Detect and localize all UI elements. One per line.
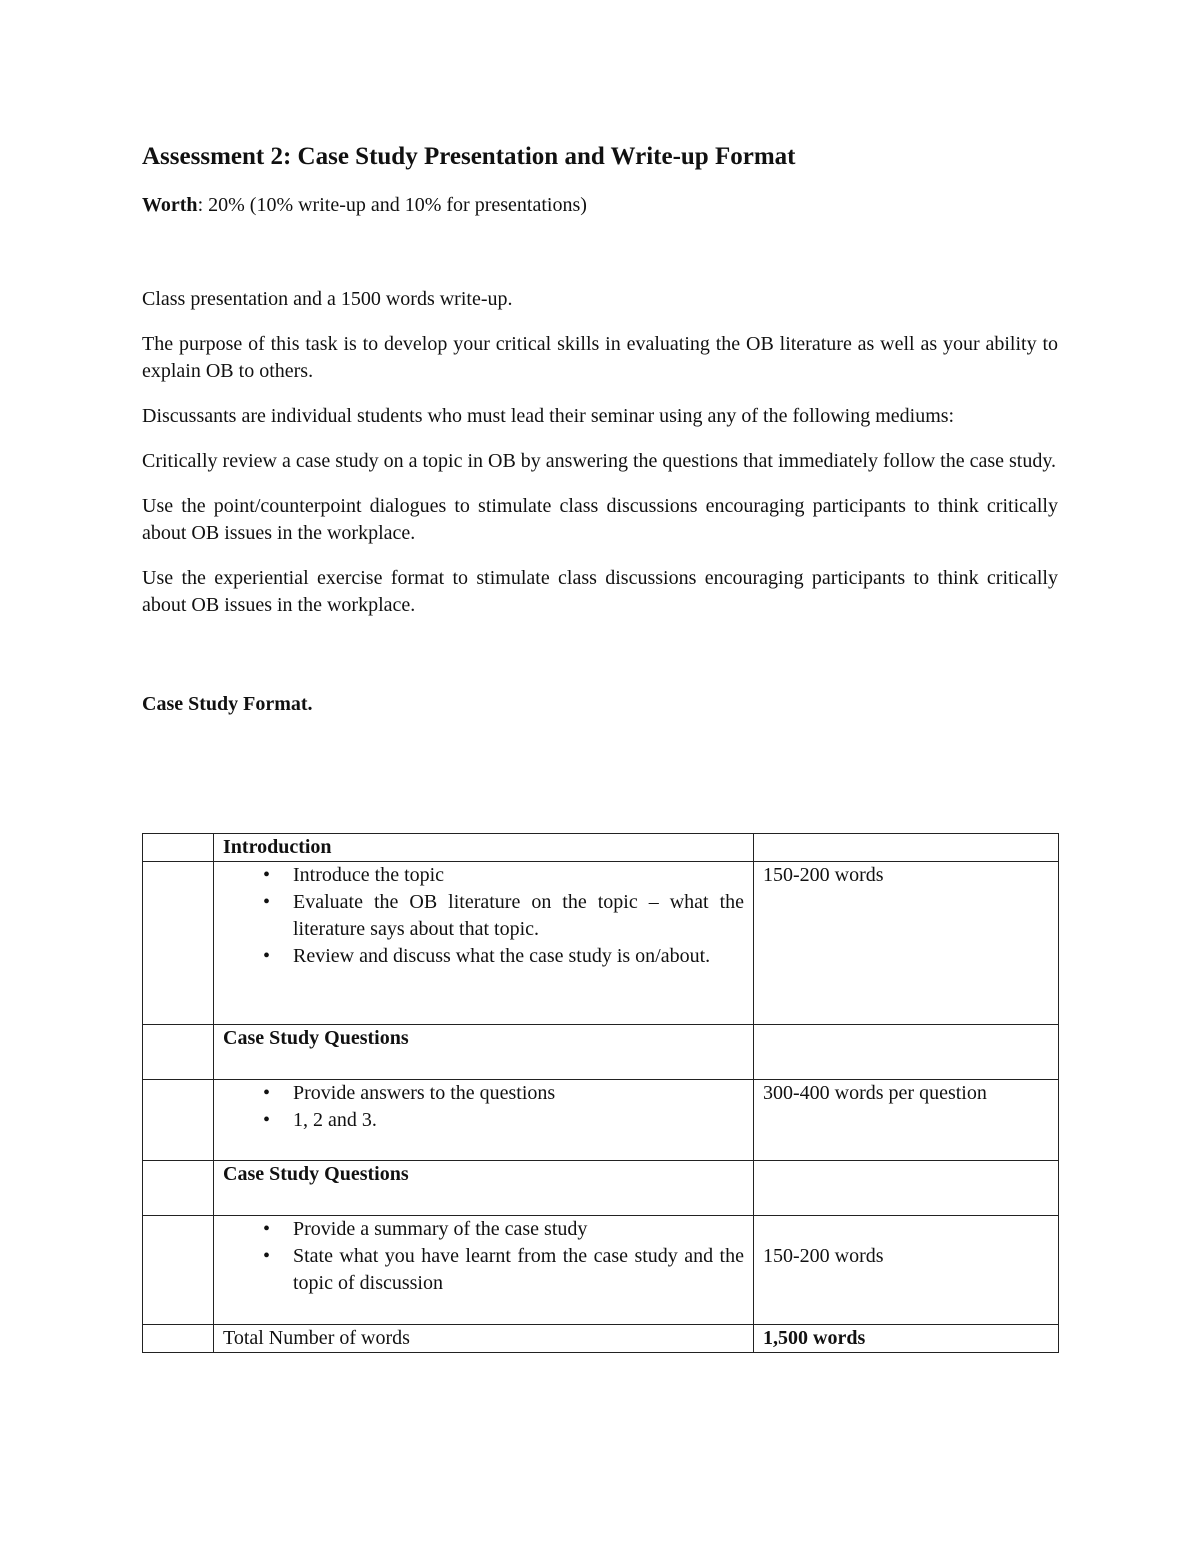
table-cell — [143, 1216, 214, 1325]
paragraph-purpose: The purpose of this task is to develop your critical skills in evaluating the OB literature as well as your ability to explain OB to others. — [142, 333, 1058, 382]
list-item: • Provide answers to the questions — [223, 1080, 744, 1107]
questions-word-count: 300-400 words per question — [754, 1080, 1059, 1161]
table-cell — [143, 1325, 214, 1353]
summary-bullets — [223, 1216, 744, 1297]
table-row — [143, 1325, 1059, 1353]
table-cell — [214, 1216, 754, 1325]
table-cell — [143, 834, 214, 862]
table-row — [143, 1216, 1059, 1325]
table-cell — [754, 1025, 1059, 1080]
case-study-questions-heading-2: Case Study Questions — [214, 1161, 754, 1216]
list-item: • Provide a summary of the case study — [223, 1216, 744, 1243]
paragraph-discussants: Discussants are individual students who must lead their seminar using any of the following mediums: — [142, 405, 955, 427]
worth-value: : 20% (10% write-up and 10% for presentations) — [197, 194, 587, 216]
table-cell — [754, 834, 1059, 862]
paragraph-class-presentation: Class presentation and a 1500 words write-up. — [142, 288, 513, 310]
total-label: Total Number of words — [214, 1325, 754, 1353]
section-heading: Case Study Format. — [142, 693, 313, 715]
table-cell — [214, 862, 754, 1025]
table-row — [143, 862, 1059, 1025]
table-cell — [214, 1080, 754, 1161]
table-cell — [143, 1080, 214, 1161]
table-row — [143, 1025, 1059, 1080]
case-study-format-table — [142, 833, 1059, 1353]
paragraph-critically-review: Critically review a case study on a topic in OB by answering the questions that immediately follow the case study. — [142, 450, 1057, 472]
spacer — [763, 1216, 1049, 1243]
paragraph-point-counterpoint: Use the point/counterpoint dialogues to stimulate class discussions encouraging participants to think critically about OB issues in the workplace. — [142, 495, 1058, 544]
worth-line — [142, 192, 1058, 219]
list-item: • State what you have learnt from the case study and the topic of discussion — [223, 1243, 744, 1297]
summary-word-count: 150-200 words — [763, 1245, 884, 1267]
list-item: • Review and discuss what the case study is on/about. — [223, 943, 744, 970]
case-study-questions-heading: Case Study Questions — [214, 1025, 754, 1080]
worth-label: Worth — [142, 194, 198, 216]
list-item: • Evaluate the OB literature on the topic – what the literature says about that topic. — [223, 889, 744, 943]
questions-bullets — [223, 1080, 744, 1134]
document-body — [142, 140, 1058, 718]
list-item: • Introduce the topic — [223, 862, 744, 889]
table-row — [143, 1161, 1059, 1216]
document-title: Assessment 2: Case Study Presentation and Write-up Format — [142, 143, 796, 170]
table-cell — [143, 1161, 214, 1216]
table-cell — [754, 1161, 1059, 1216]
table-row — [143, 834, 1059, 862]
table-row — [143, 1080, 1059, 1161]
table-cell — [143, 1025, 214, 1080]
paragraph-experiential-exercise: Use the experiential exercise format to stimulate class discussions encouraging participants to think critically about OB issues in the workplace. — [142, 567, 1058, 616]
introduction-word-count: 150-200 words — [754, 862, 1059, 1025]
list-item: • 1, 2 and 3. — [223, 1107, 744, 1134]
table-cell — [754, 1216, 1059, 1325]
introduction-heading: Introduction — [214, 834, 754, 862]
total-value: 1,500 words — [754, 1325, 1059, 1353]
table-cell — [143, 862, 214, 1025]
introduction-bullets — [223, 862, 744, 970]
